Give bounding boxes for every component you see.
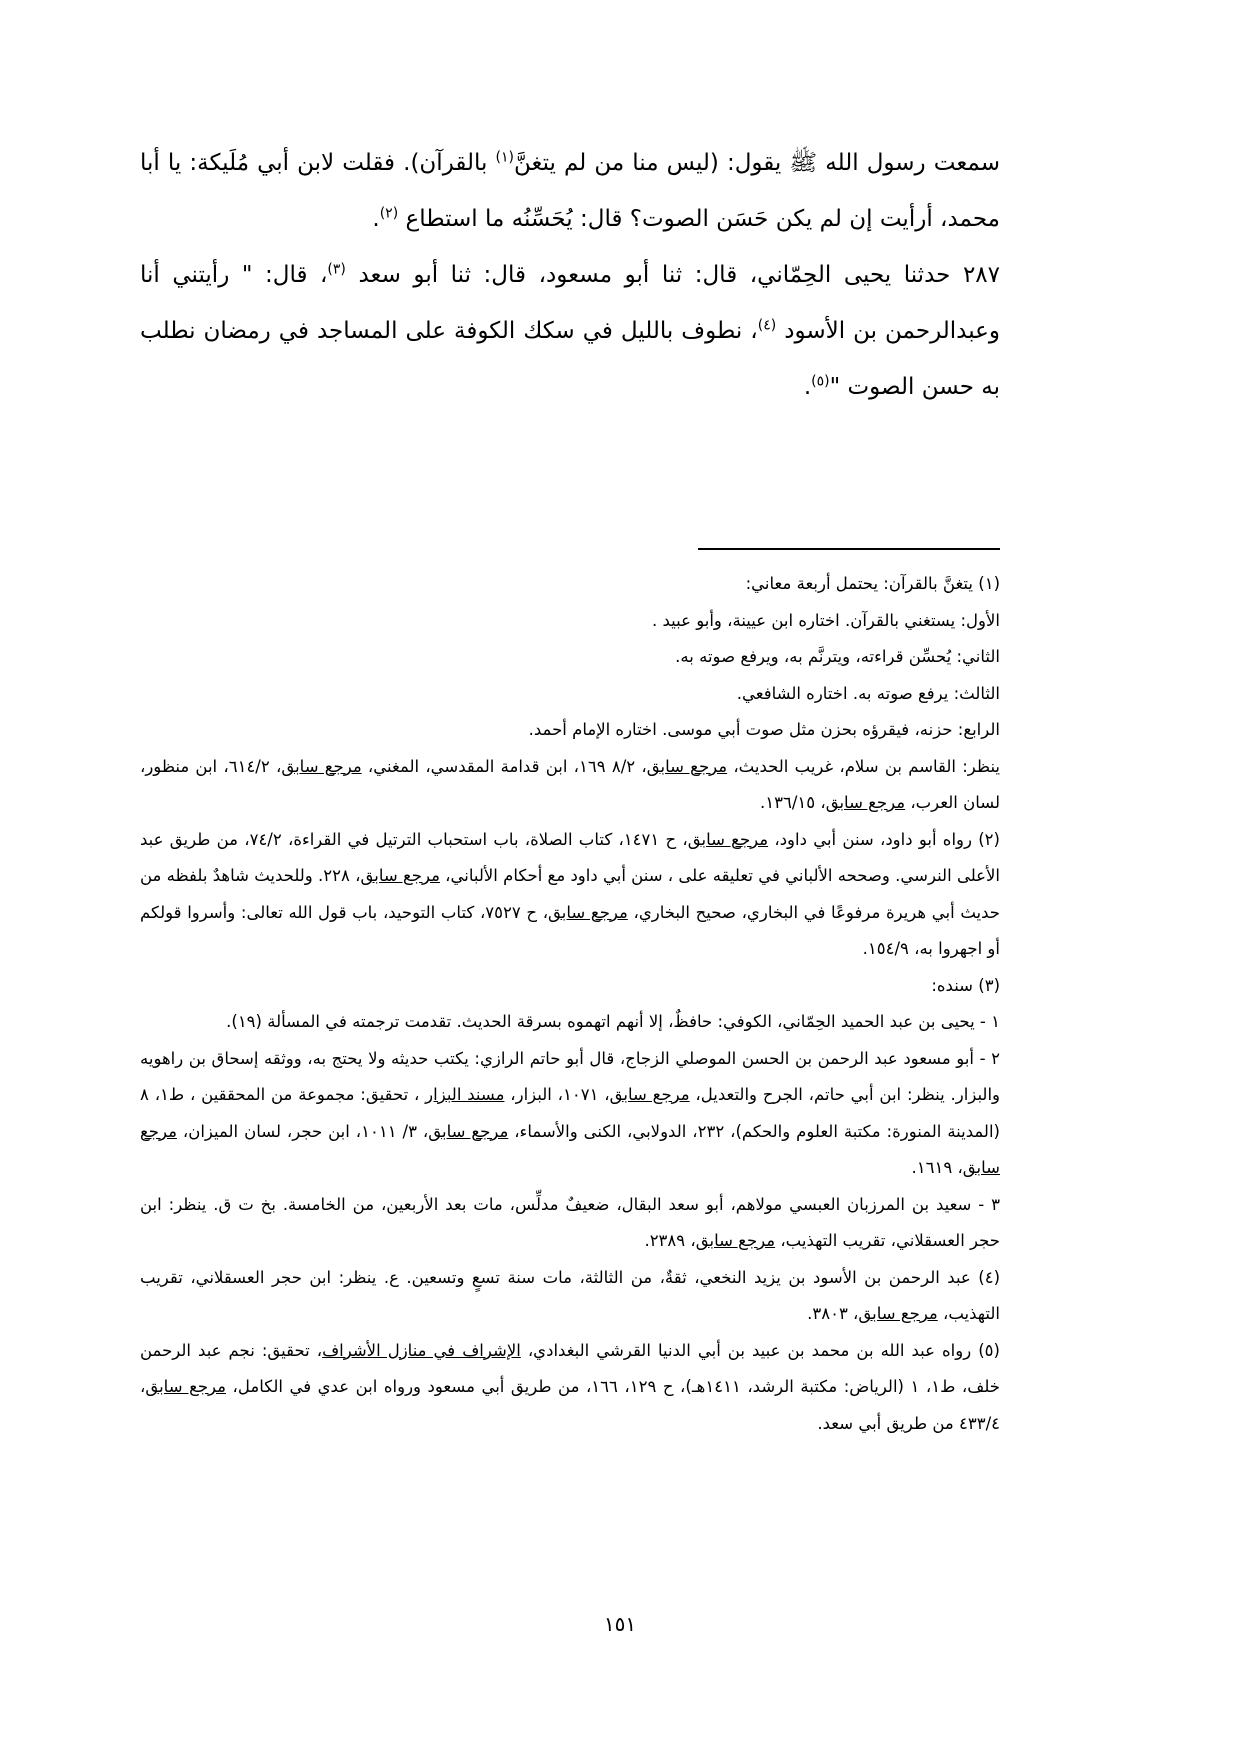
main-text bbox=[140, 135, 1000, 415]
text-run: ٢ - أبو مسعود عبد الرحمن بن الحسن الموصلي الزجاج، قال أبو حاتم الرازي: يكتب حديثه ولا يحتج به، ووثقه إسحاق بن راهويه والبزار. ينظر: ابن أبي حاتم، الجرح والتعديل، bbox=[140, 1048, 1001, 1104]
footnote-ref-3[interactable]: (٣) bbox=[327, 261, 346, 278]
footnote-separator bbox=[698, 548, 1000, 550]
footnote-5 bbox=[140, 1333, 1000, 1443]
ref-link[interactable]: مرجع سابق bbox=[428, 1121, 509, 1141]
ref-link[interactable]: مرجع سابق bbox=[646, 756, 728, 776]
text-run: ، تحقيق: مجموعة من المحققين ، ط١، ٨ (المدينة المنورة: مكتبة العلوم والحكم)، ٢٣٢، الدولابي، الكنى والأسماء، bbox=[140, 1085, 1000, 1141]
text-run: ، ٤٣٣/٤ من طريق أبي سعد. bbox=[140, 1377, 1000, 1433]
paragraph-287 bbox=[140, 247, 1000, 415]
page-number: ١٥١ bbox=[603, 1612, 637, 1636]
footnote-ref-5[interactable]: (٥) bbox=[811, 373, 830, 390]
text-run: ، ٢٢٨. وللحديث شاهدٌ بلفظه من حديث أبي هريرة مرفوعًا في البخاري، صحيح البخاري، bbox=[140, 866, 1000, 922]
text-run: (٢) رواه أبو داود، سنن أبي داود، bbox=[768, 829, 1000, 849]
text-run: ينظر: القاسم بن سلام، غريب الحديث، bbox=[727, 756, 1001, 776]
footnote-2 bbox=[140, 822, 1000, 968]
footnote-ref-2[interactable]: (٢) bbox=[379, 205, 399, 222]
paragraph-hadith bbox=[140, 135, 1000, 247]
ref-link[interactable]: مرجع سابق bbox=[360, 866, 440, 885]
footnote-3: (٣) سنده: bbox=[931, 975, 1000, 995]
footnote-1: (١) يتغنَّ بالقرآن: يحتمل أربعة معاني: bbox=[745, 574, 1000, 593]
text-run: (٤) عبد الرحمن بن الأسود بن يزيد النخعي، ثقةٌ، من الثالثة، مات سنة تسعٍ وتسعين. ع. ينظر: ابن حجر العسقلاني، تقريب التهذيب، bbox=[140, 1267, 1000, 1323]
text-run: بالقرآن). فقلت لابن أبي مُلَيكة: يا أبا محمد، أرأيت إن لم يكن حَسَن الصوت؟ قال: يُحَسِّنُه ما استطاع bbox=[140, 150, 1000, 232]
text-run: ، ٢٣٨٩. bbox=[644, 1231, 696, 1250]
footnote-1-line: الثالث: يرفع صوته به. اختاره الشافعي. bbox=[736, 683, 1000, 703]
ref-link[interactable]: مرجع سابق bbox=[825, 793, 906, 812]
text-run: سمعت رسول الله ﷺ يقول: (ليس منا من لم يتغنَّ bbox=[513, 150, 1000, 176]
book-link[interactable]: مسند البزار bbox=[425, 1085, 505, 1104]
footnote-ref-4[interactable]: (٤) bbox=[757, 317, 777, 334]
ref-link[interactable]: مرجع سابق bbox=[140, 1121, 1000, 1177]
text-run: ، ٣/ ١٠١١، ابن حجر، لسان الميزان، bbox=[176, 1121, 429, 1141]
footnote-4 bbox=[140, 1260, 1000, 1333]
text-run: ٣ - سعيد بن المرزبان العبسي مولاهم، أبو سعد البقال، ضعيفٌ مدلِّس، مات بعد الأربعين، من الخامسة. بخ ت ق. ينظر: ابن حجر العسقلاني، تقريب التهذيب، bbox=[140, 1194, 1000, 1250]
book-link[interactable]: الإشراف في منازل الأشراف bbox=[322, 1340, 521, 1360]
text-run: ، ٨/٢ ١٦٩، ابن قدامة المقدسي، المغني، bbox=[361, 756, 647, 776]
ref-link[interactable]: مرجع سابق bbox=[548, 902, 628, 922]
ref-link[interactable]: مرجع سابق bbox=[695, 1231, 776, 1250]
footnote-ref-1[interactable]: (١) bbox=[495, 149, 514, 166]
ref-link[interactable]: مرجع سابق bbox=[281, 756, 362, 776]
footnote-3-item-3 bbox=[140, 1187, 1000, 1260]
text-run: (٥) رواه عبد الله بن محمد بن عبيد بن أبي الدنيا القرشي البغدادي، bbox=[520, 1340, 1000, 1360]
text-run: ، ١٠٧١، البزار، bbox=[504, 1085, 610, 1104]
text-run: ، نطوف بالليل في سكك الكوفة على المساجد في رمضان نطلب به حسن الصوت " bbox=[140, 318, 1000, 400]
footnote-1-line: الثاني: يُحسِّن قراءته، ويترنَّم به، ويرفع صوته به. bbox=[675, 647, 1000, 666]
footnote-1-line: الأول: يستغني بالقرآن. اختاره ابن عيينة، وأبو عبيد . bbox=[652, 610, 1000, 630]
text-run: ، ٣٨٠٣. bbox=[807, 1304, 859, 1323]
ref-link[interactable]: مرجع سابق bbox=[858, 1304, 938, 1323]
ref-link[interactable]: مرجع سابق bbox=[145, 1377, 226, 1396]
text-run: ، ح ٧٥٢٧، كتاب التوحيد، باب قول الله تعالى: وأسروا قولكم أو اجهروا به، ١٥٤/٩. bbox=[140, 902, 1000, 958]
text-run: ، ح ١٤٧١، كتاب الصلاة، باب استحباب الترتيل في القراءة، ٧٤/٢، من طريق عبد الأعلى النرسي. وصححه الألباني في تعليقه على ، سنن أبي داود مع أحكام الألباني، bbox=[140, 829, 1000, 885]
text-run: ، ١٣٦/١٥. bbox=[760, 793, 826, 812]
text-run: . bbox=[372, 206, 380, 232]
text-run: ، تحقيق: نجم عبد الرحمن خلف، ط١، ١ (الرياض: مكتبة الرشد، ١٤١١هـ)، ح ١٢٩، ١٦٦، من طريق أبي مسعود ورواه ابن عدي في الكامل، bbox=[140, 1340, 1000, 1396]
ref-link[interactable]: مرجع سابق bbox=[609, 1085, 690, 1104]
footnotes bbox=[140, 566, 1000, 1442]
footnote-3-item-1: ١ - يحيى بن عبد الحميد الحِمّاني، الكوفي: حافظٌ، إلا أنهم اتهموه بسرقة الحديث. تقدمت ترجمته في المسألة (١٩). bbox=[226, 1012, 1000, 1031]
text-run: ، قال: " رأيتني أنا وعبدالرحمن بن الأسود bbox=[140, 262, 1001, 344]
footnote-1-line: الرابع: حزنه، فيقرؤه بحزن مثل صوت أبي موسى. اختاره الإمام أحمد. bbox=[528, 720, 1000, 739]
footnote-3-item-2 bbox=[140, 1041, 1000, 1187]
text-run: ، ١٦١٩. bbox=[911, 1158, 963, 1177]
text-run: . bbox=[803, 374, 812, 400]
ref-link[interactable]: مرجع سابق bbox=[687, 829, 769, 849]
text-run: ٢٨٧ حدثنا يحيى الحِمّاني، قال: ثنا أبو مسعود، قال: ثنا أبو سعد bbox=[345, 262, 1000, 288]
text-run: ، ٦١٤/٢، ابن منظور، لسان العرب، bbox=[140, 756, 1000, 812]
footnote-1-refs bbox=[140, 749, 1000, 822]
